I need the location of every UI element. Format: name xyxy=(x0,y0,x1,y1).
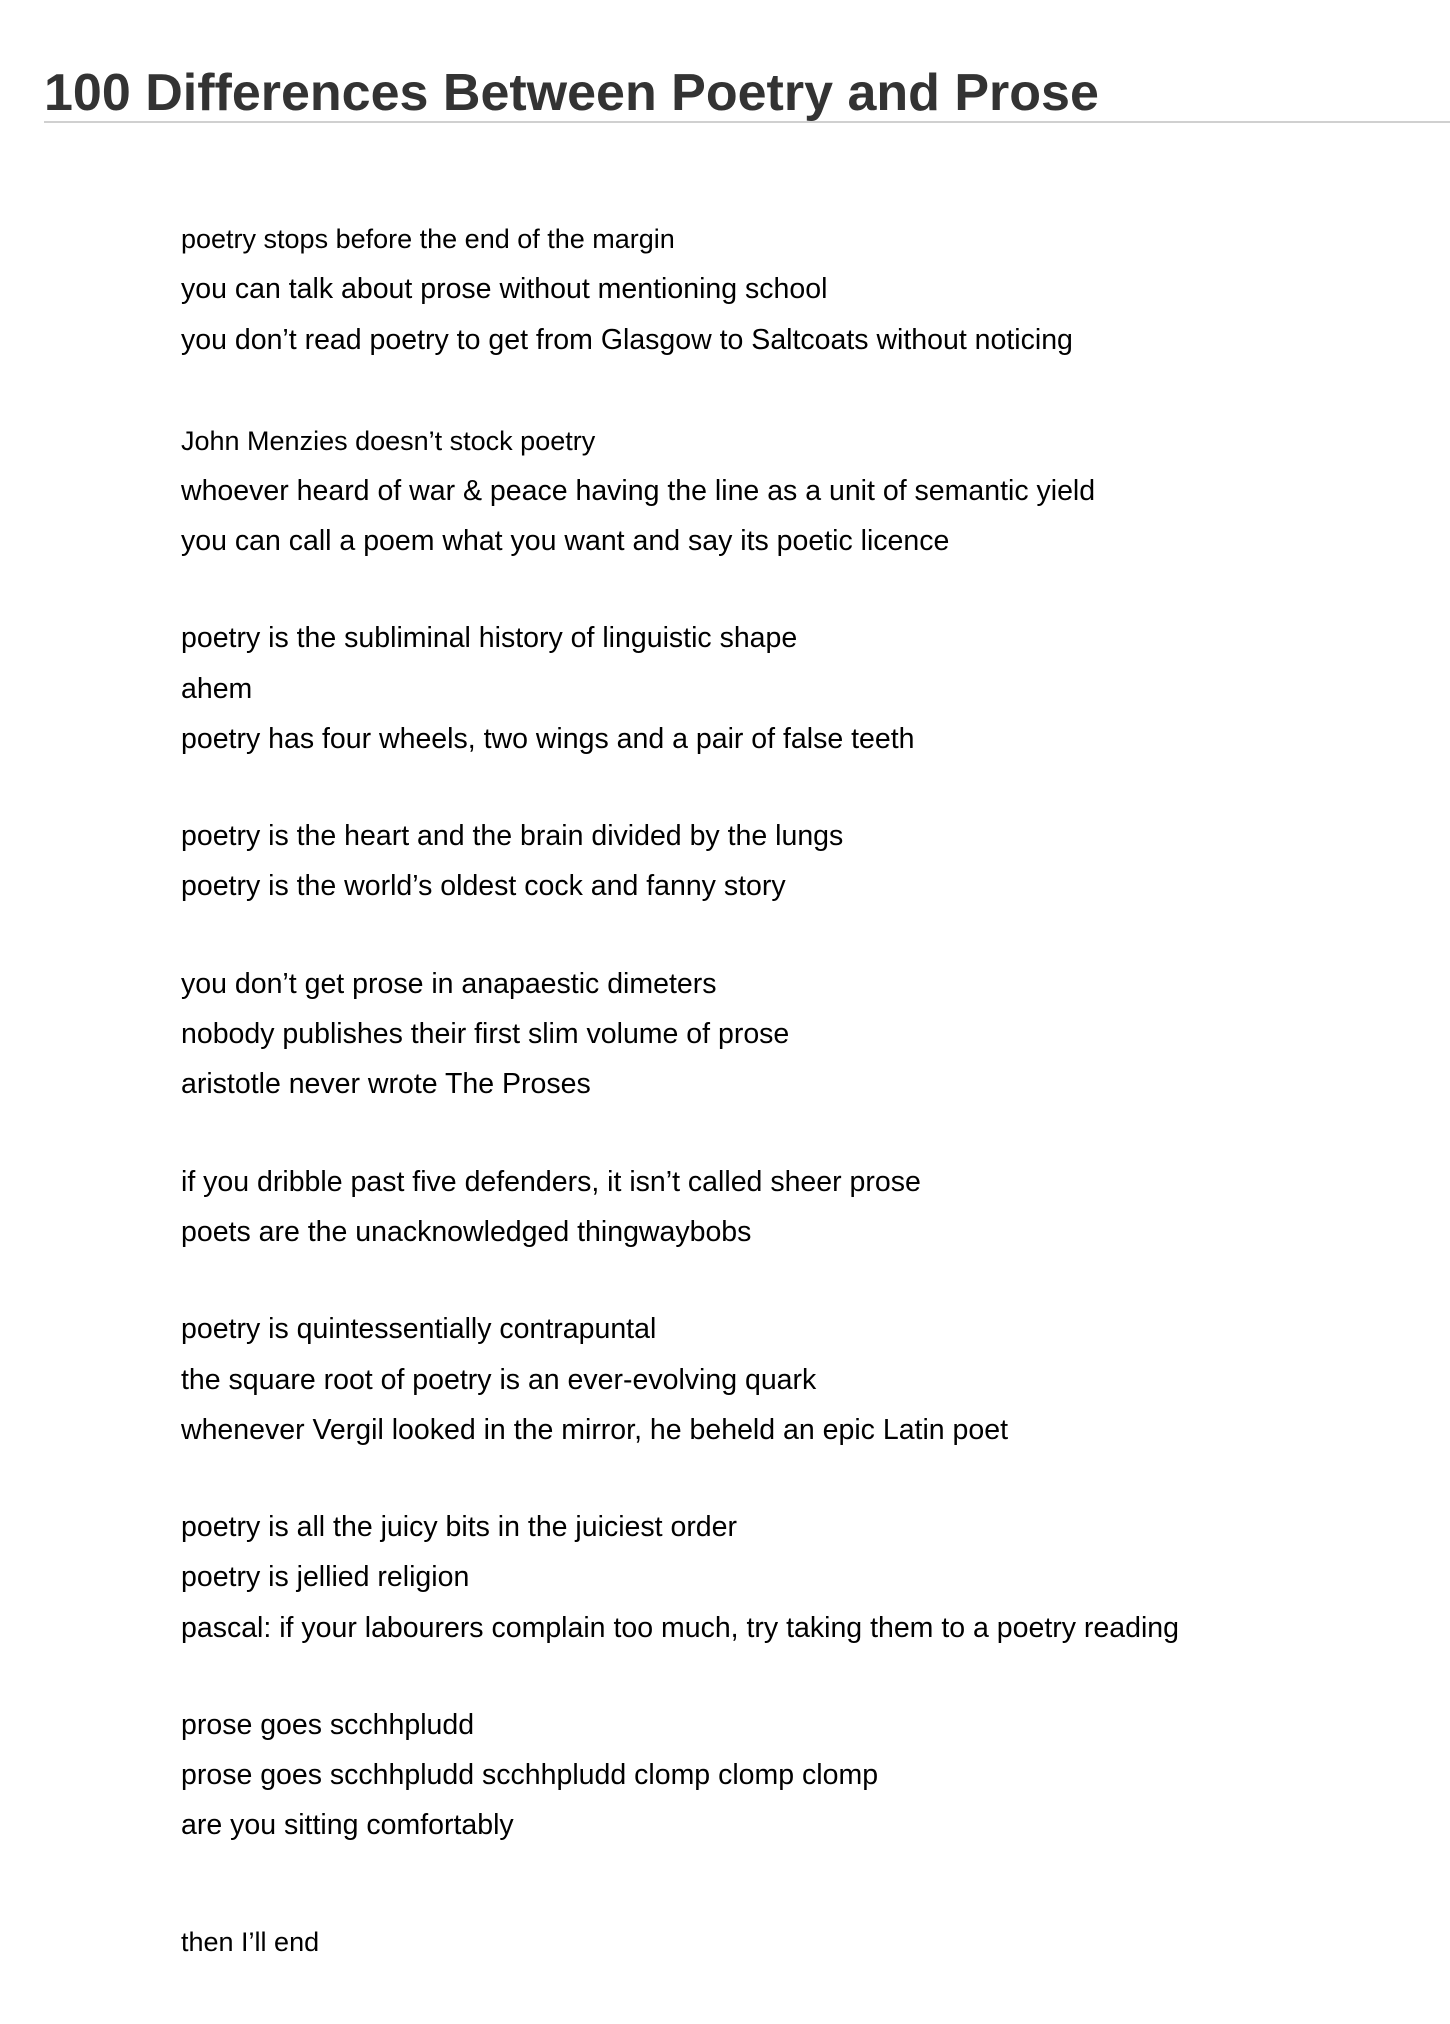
poem-line: whenever Vergil looked in the mirror, he beheld an epic Latin poet xyxy=(181,1414,1009,1446)
poem-line: poetry is the world’s oldest cock and fanny story xyxy=(181,870,786,902)
poem-line: poetry is the heart and the brain divided by the lungs xyxy=(181,820,844,852)
title-divider xyxy=(44,121,1450,123)
poem-line: John Menzies doesn’t stock poetry xyxy=(181,426,596,456)
poem-line: poets are the unacknowledged thingwaybobs xyxy=(181,1216,752,1248)
poem-line: nobody publishes their first slim volume of prose xyxy=(181,1018,790,1050)
poem-line: poetry stops before the end of the margin xyxy=(181,224,675,254)
poem-line: whoever heard of war & peace having the line as a unit of semantic yield xyxy=(181,475,1096,507)
poem-line: prose goes scchhpludd scchhpludd clomp clomp clomp xyxy=(181,1759,879,1791)
poem-line: poetry is the subliminal history of linguistic shape xyxy=(181,622,798,654)
poem-line: poetry is quintessentially contrapuntal xyxy=(181,1313,657,1345)
poem-line: prose goes scchhpludd xyxy=(181,1709,475,1741)
poem-line: you can call a poem what you want and say its poetic licence xyxy=(181,525,950,557)
poem-line: are you sitting comfortably xyxy=(181,1809,514,1841)
poem-line: if you dribble past five defenders, it isn’t called sheer prose xyxy=(181,1166,921,1198)
poem-line: the square root of poetry is an ever-evolving quark xyxy=(181,1364,817,1396)
poem-line: you don’t get prose in anapaestic dimeters xyxy=(181,968,717,1000)
poem-line: you can talk about prose without mentioning school xyxy=(181,273,828,305)
poem-line: poetry is all the juicy bits in the juiciest order xyxy=(181,1511,738,1543)
page-title: 100 Differences Between Poetry and Prose xyxy=(44,64,1099,122)
poem-line: ahem xyxy=(181,673,253,705)
poem-line: pascal: if your labourers complain too much, try taking them to a poetry reading xyxy=(181,1612,1180,1644)
poem-line: poetry is jellied religion xyxy=(181,1561,470,1593)
poem-line: then I’ll end xyxy=(181,1927,320,1957)
poem-line: aristotle never wrote The Proses xyxy=(181,1068,591,1100)
poem-line: poetry has four wheels, two wings and a pair of false teeth xyxy=(181,723,915,755)
poem-line: you don’t read poetry to get from Glasgow to Saltcoats without noticing xyxy=(181,324,1073,356)
